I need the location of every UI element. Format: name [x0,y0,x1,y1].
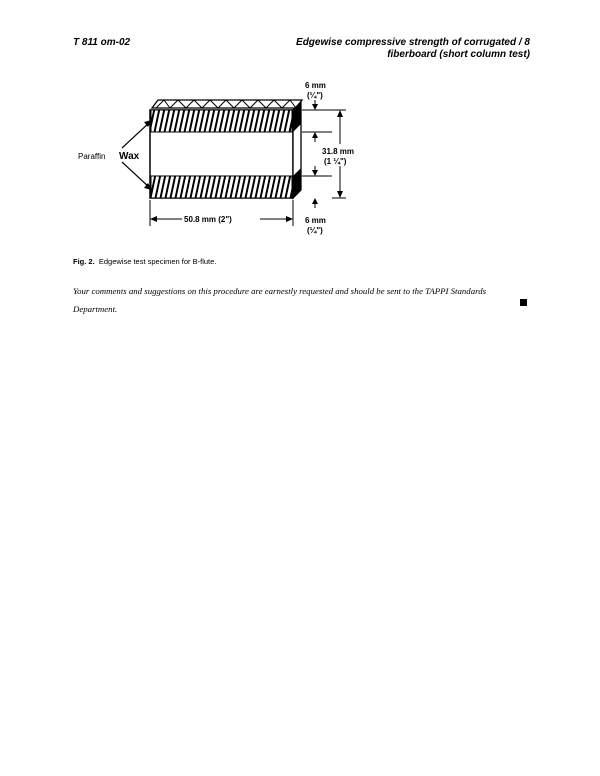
page-title-line-1: Edgewise compressive strength of corrugated / 8 [296,37,530,48]
dim-bottom-mm: 6 mm [305,216,326,225]
dim-top-arrow [302,100,332,142]
dim-height-mm: 31.8 mm [322,147,355,156]
label-paraffin: Paraffin [78,152,106,161]
dim-top-mm: 6 mm [305,81,326,90]
document-id: T 811 om-02 [73,37,131,48]
dim-top-in: (¼") [307,91,323,100]
caption-text: Edgewise test specimen for B-flute. [98,257,217,266]
figure-caption [73,257,216,267]
footer-note: Your comments and suggestions on this procedure are earnestly requested and should be sent to the TAPPI Standards Department. [73,286,487,314]
page-title-line-2: fiberboard (short column test) [387,49,530,60]
specimen-body [150,100,302,198]
dim-bottom-in: (¼") [307,226,323,235]
dim-height-in: (1 ¼") [324,157,347,166]
dim-width: 50.8 mm (2") [184,215,232,224]
end-of-document-mark [520,299,527,306]
specimen-figure [70,78,400,248]
dim-bottom-arrow [302,166,332,208]
caption-label: Fig. 2. [73,257,95,266]
label-wax: Wax [119,151,140,162]
